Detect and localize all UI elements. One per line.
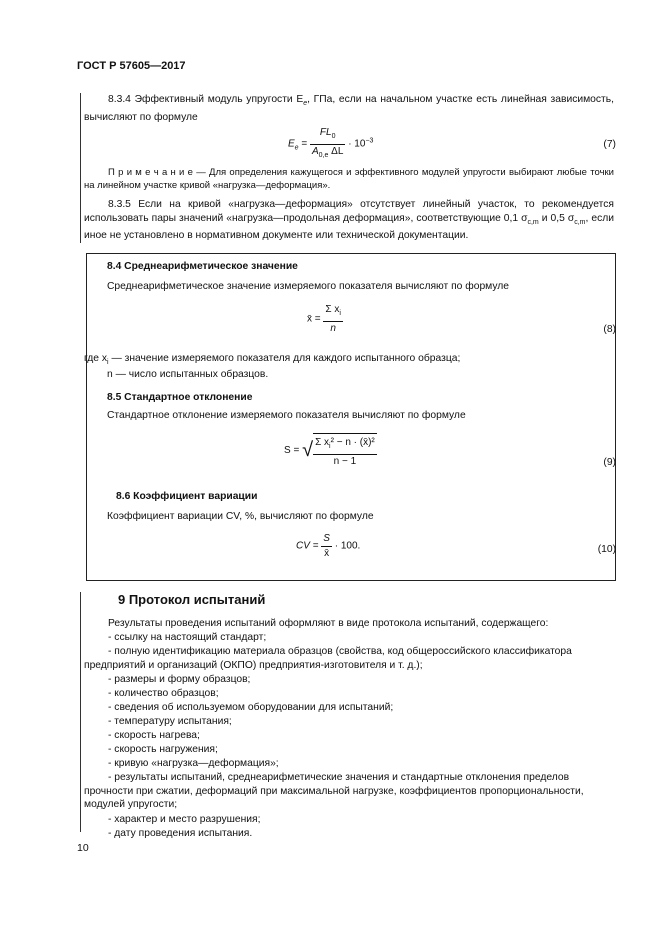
formula-9-denominator: n − 1	[333, 455, 357, 467]
list-item: - характер и место разрушения;	[108, 814, 261, 825]
formula-9-number: (9)	[603, 457, 616, 468]
list-item: - количество образцов;	[108, 688, 219, 699]
formula-10-number: (10)	[597, 544, 616, 555]
list-item: - кривую «нагрузка—деформация»;	[108, 758, 279, 769]
formula-7: $E_e$ = $\frac{FL_0}{A_{0,e} \Delta L}$ · $10^{-3}$	[288, 127, 374, 159]
where-line-2: n — число испытанных образцов.	[107, 369, 269, 380]
list-item: - ссылку на настоящий стандарт;	[108, 632, 267, 643]
formula-7-lhs: E	[288, 138, 295, 150]
paragraph-8-3-5-text-a: 8.3.5 Если на кривой «нагрузка—деформация» отсутствует линейный участок, то рекомендуется использовать пары значений «нагрузка—продольная деформация», соответствующие 0,1 σ	[84, 199, 614, 224]
formula-10-denominator: x̄	[324, 547, 330, 559]
section-8-6-title: 8.6 Коэффициент вариации	[116, 491, 258, 502]
formula-9-lhs: S =	[284, 445, 300, 457]
section-9-intro: Результаты проведения испытаний оформляют в виде протокола испытаний, содержащего:	[108, 618, 549, 629]
formula-7-numerator: FL	[319, 127, 332, 138]
section-8-5-title: 8.5 Стандартное отклонение	[107, 392, 253, 403]
sigma-subscript-2: c,m	[574, 218, 586, 226]
paragraph-8-3-5-text-b: и 0,5 σ	[538, 212, 575, 224]
formula-7-number: (7)	[603, 139, 616, 150]
formula-8-numerator: Σ x	[325, 304, 340, 315]
formula-7-tail: · 10	[348, 138, 366, 150]
formula-10-numerator: S	[323, 533, 330, 544]
formula-10	[296, 532, 360, 560]
document-header: ГОСТ Р 57605—2017	[77, 60, 186, 72]
list-item: - температуру испытания;	[108, 716, 232, 727]
paragraph-8-3-4-text-a: 8.3.4 Эффективный модуль упругости E	[108, 94, 304, 105]
section-8-6-text: Коэффициент вариации CV, %, вычисляют по формуле	[107, 511, 374, 522]
note	[84, 167, 614, 192]
formula-7-denominator-b: ΔL	[331, 145, 344, 157]
where-line-1: где $x_i$ — значение измеряемого показателя для каждого испытанного образца;	[84, 353, 461, 367]
list-item: - скорость нагружения;	[108, 744, 218, 755]
sqrt-icon: √	[302, 438, 314, 461]
note-text: — Для определения кажущегося и эффективного модулей упругости выбирают любые точки на линейном участке кривой «нагрузка—деформация».	[84, 167, 614, 191]
section-8-5-text: Стандартное отклонение измеряемого показателя вычисляют по формуле	[107, 410, 466, 421]
list-item: - результаты испытаний, среднеарифметические значения и стандартные отклонения пределов прочности при сжатии, деформаций при максимальной нагрузке, коэффициентов пропорциональности, модулей упругости;	[84, 772, 584, 810]
paragraph-8-3-5	[84, 198, 614, 243]
list-item: - скорость нагрева;	[108, 730, 200, 741]
sigma-subscript-1: c,m	[527, 218, 539, 226]
list-item: - размеры и форму образцов;	[108, 674, 251, 685]
list-item: - сведения об используемом оборудовании для испытаний;	[108, 702, 394, 713]
section-8-4-text: Среднеарифметическое значение измеряемого показателя вычисляют по формуле	[107, 281, 510, 292]
formula-8-lhs: x̄ =	[307, 313, 321, 325]
formula-9-numerator: Σ x	[315, 437, 330, 448]
paragraph-8-3-4: 8.3.4 Эффективный модуль упругости $E_e$, ГПа, если на начальном участке есть линейная зависимость, вычисляют по формуле	[84, 94, 614, 123]
list-item: - дату проведения испытания.	[108, 828, 253, 839]
formula-10-tail: · 100.	[334, 540, 361, 552]
formula-9: S = √ $\frac{\Sigma x_i^2 - n \cdot (x̄)^2}{n - 1}$	[284, 433, 377, 468]
change-bar-top	[80, 93, 81, 243]
section-9-title: 9 Протокол испытаний	[118, 592, 266, 607]
formula-10-lhs: CV =	[296, 540, 319, 552]
paragraph-8-3-4-text-b: , ГПа, если на начальном участке есть линейная зависимость, вычисляют по формуле	[84, 94, 614, 123]
paragraph-8-3-5-text-c: , если иное не установлено в нормативном документе или технической документации.	[84, 212, 614, 242]
formula-7-exponent: −3	[365, 137, 374, 145]
formula-8: x̄ = $\frac{\Sigma x_i}{n}$	[307, 304, 341, 334]
page-number: 10	[77, 842, 89, 854]
list-item: - полную идентификацию материала образцов (свойства, код общероссийского классификатора предприятий и организаций (ОКПО) предприятия-изготовителя и т. д.);	[84, 646, 572, 671]
note-lead: П р и м е ч а н и е	[108, 167, 193, 178]
where-line-1-a: где x	[84, 353, 108, 364]
formula-8-number: (8)	[603, 324, 616, 335]
change-bar-bottom	[80, 592, 81, 832]
section-8-4-title: 8.4 Среднеарифметическое значение	[107, 261, 298, 272]
formula-8-denominator: n	[330, 322, 336, 334]
formula-9-numerator-tail: ² − n · (x̄)²	[330, 437, 375, 448]
where-line-1-b: — значение измеряемого показателя для каждого испытанного образца;	[108, 353, 461, 364]
formula-7-denominator: A	[311, 145, 319, 157]
